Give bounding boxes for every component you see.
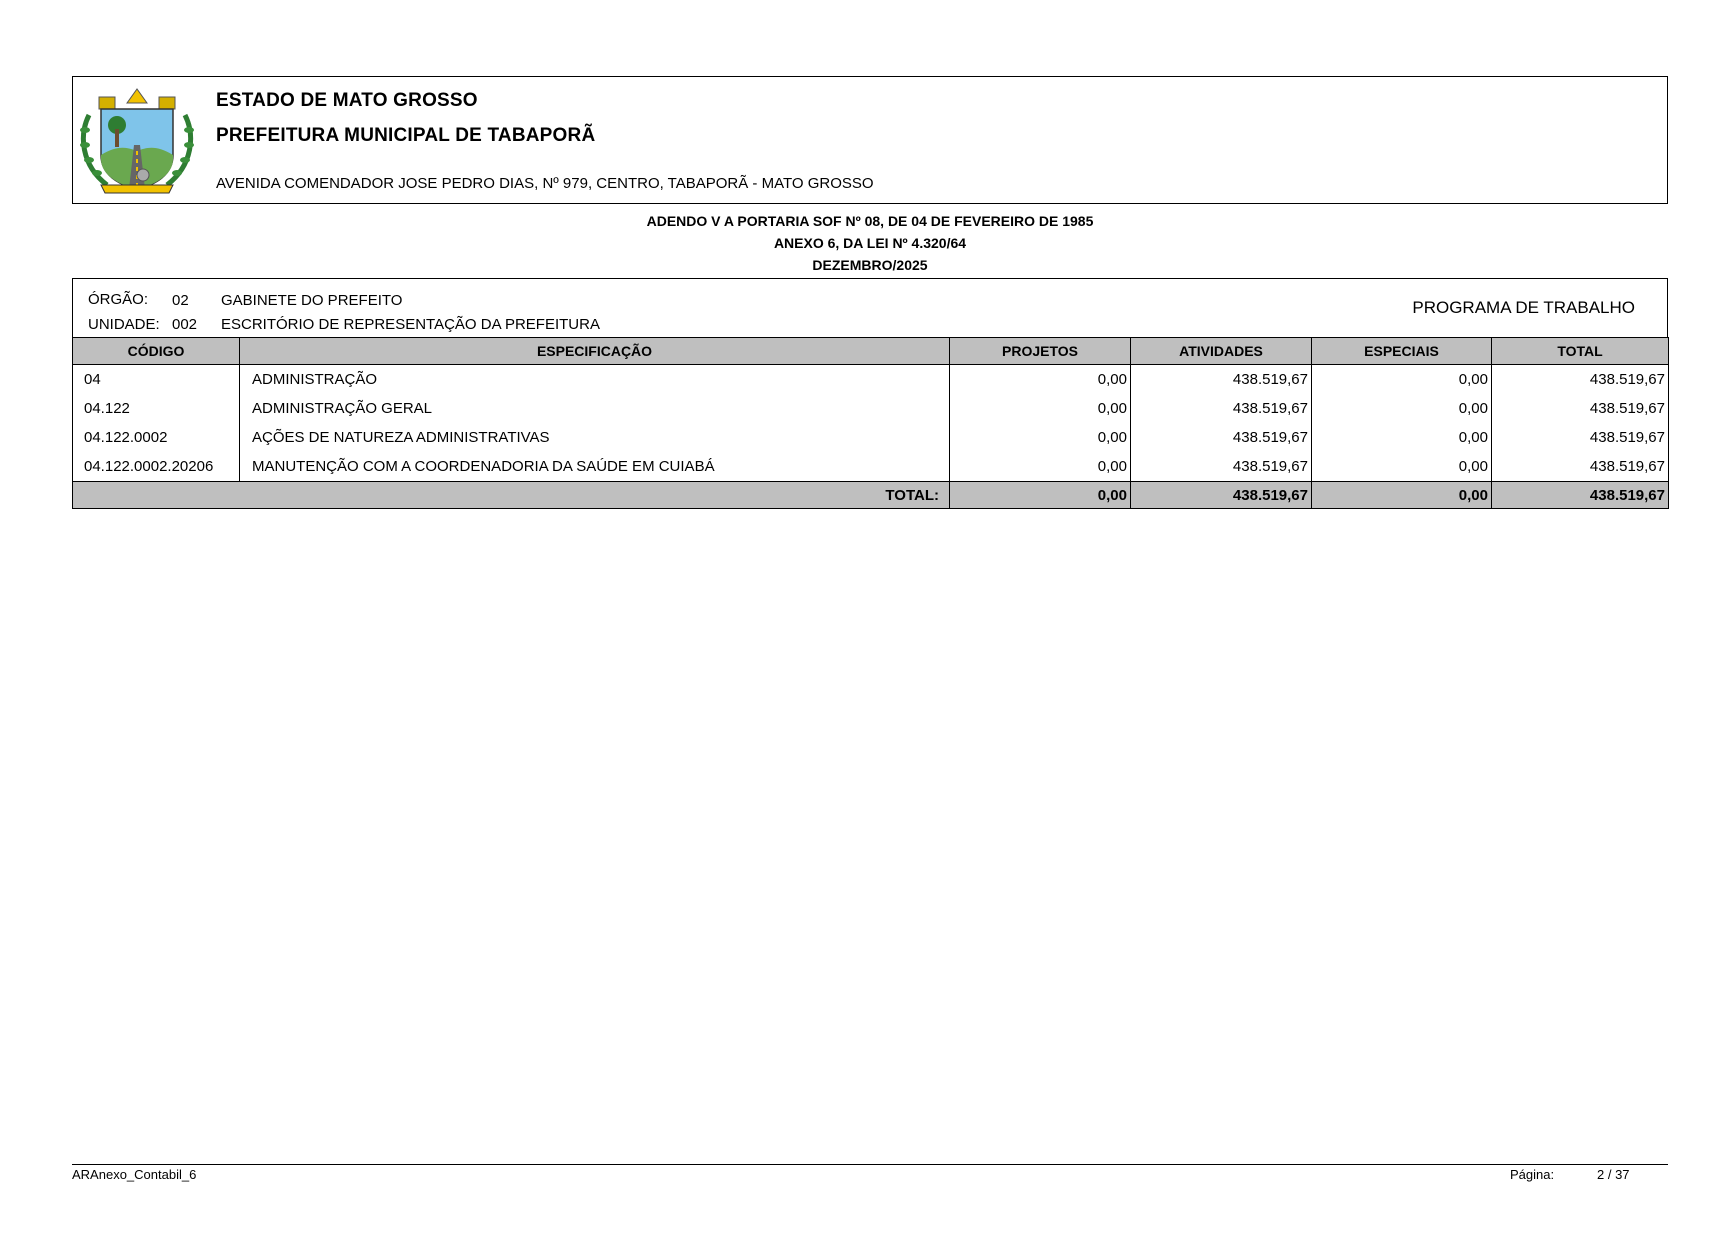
table-row	[73, 452, 1669, 482]
report-title-line1: ADENDO V A PORTARIA SOF Nº 08, DE 04 DE FEVEREIRO DE 1985	[646, 213, 1094, 229]
cell-specification: MANUTENÇÃO COM A COORDENADORIA DA SAÚDE EM CUIABÁ	[240, 452, 950, 482]
total-projetos: 0,00	[950, 482, 1131, 509]
unidade-description: ESCRITÓRIO DE REPRESENTAÇÃO DA PREFEITURA	[221, 316, 600, 333]
unidade-label: UNIDADE:	[88, 316, 160, 333]
report-name: ARAnexo_Contabil_6	[72, 1167, 197, 1182]
page-number: 2 / 37	[1597, 1167, 1630, 1182]
report-title-line2: ANEXO 6, DA LEI Nº 4.320/64	[773, 235, 967, 251]
column-header-especiais: ESPECIAIS	[1312, 338, 1492, 365]
orgao-label: ÓRGÃO:	[88, 291, 149, 308]
cell-especiais: 0,00	[1312, 452, 1492, 482]
column-header-codigo: CÓDIGO	[73, 338, 240, 365]
table-total-row	[73, 482, 1669, 509]
column-header-atividades: ATIVIDADES	[1131, 338, 1312, 365]
prefecture-address: AVENIDA COMENDADOR JOSE PEDRO DIAS, Nº 979, CENTRO, TABAPORÃ - MATO GROSSO	[216, 175, 874, 192]
column-header-total: TOTAL	[1492, 338, 1669, 365]
cell-total: 438.519,67	[1492, 365, 1669, 395]
cell-especiais: 0,00	[1312, 394, 1492, 423]
cell-specification: AÇÕES DE NATUREZA ADMINISTRATIVAS	[240, 423, 950, 452]
table-row	[73, 365, 1669, 395]
cell-code: 04.122.0002	[73, 423, 240, 452]
municipal-coat-of-arms-logo	[77, 85, 197, 197]
organization-info	[72, 278, 1668, 337]
unidade-code: 002	[172, 316, 198, 333]
cell-atividades: 438.519,67	[1131, 365, 1312, 395]
cell-specification: ADMINISTRAÇÃO	[240, 365, 950, 395]
footer-divider	[72, 1164, 1668, 1165]
cell-projetos: 0,00	[950, 394, 1131, 423]
total-label: TOTAL:	[73, 482, 950, 509]
table-header-row	[73, 338, 1669, 365]
cell-atividades: 438.519,67	[1131, 452, 1312, 482]
cell-code: 04.122	[73, 394, 240, 423]
report-period: DEZEMBRO/2025	[812, 257, 928, 273]
work-program-table	[72, 337, 1669, 509]
table-row	[73, 394, 1669, 423]
report-header	[72, 76, 1668, 204]
cell-specification: ADMINISTRAÇÃO GERAL	[240, 394, 950, 423]
cell-total: 438.519,67	[1492, 423, 1669, 452]
program-label: PROGRAMA DE TRABALHO	[1412, 298, 1635, 317]
cell-code: 04	[73, 365, 240, 395]
cell-total: 438.519,67	[1492, 452, 1669, 482]
total-total: 438.519,67	[1492, 482, 1669, 509]
prefecture-name: PREFEITURA MUNICIPAL DE TABAPORÃ	[216, 125, 596, 146]
orgao-code: 02	[172, 292, 189, 309]
column-header-projetos: PROJETOS	[950, 338, 1131, 365]
cell-especiais: 0,00	[1312, 423, 1492, 452]
cell-total: 438.519,67	[1492, 394, 1669, 423]
orgao-description: GABINETE DO PREFEITO	[221, 292, 403, 309]
table-row	[73, 423, 1669, 452]
total-especiais: 0,00	[1312, 482, 1492, 509]
report-titles	[72, 210, 1668, 276]
cell-projetos: 0,00	[950, 423, 1131, 452]
cell-code: 04.122.0002.20206	[73, 452, 240, 482]
cell-especiais: 0,00	[1312, 365, 1492, 395]
cell-atividades: 438.519,67	[1131, 423, 1312, 452]
cell-projetos: 0,00	[950, 365, 1131, 395]
state-name: ESTADO DE MATO GROSSO	[216, 90, 478, 111]
column-header-especificacao: ESPECIFICAÇÃO	[240, 338, 950, 365]
total-atividades: 438.519,67	[1131, 482, 1312, 509]
page-label: Página:	[1510, 1167, 1555, 1182]
cell-projetos: 0,00	[950, 452, 1131, 482]
cell-atividades: 438.519,67	[1131, 394, 1312, 423]
